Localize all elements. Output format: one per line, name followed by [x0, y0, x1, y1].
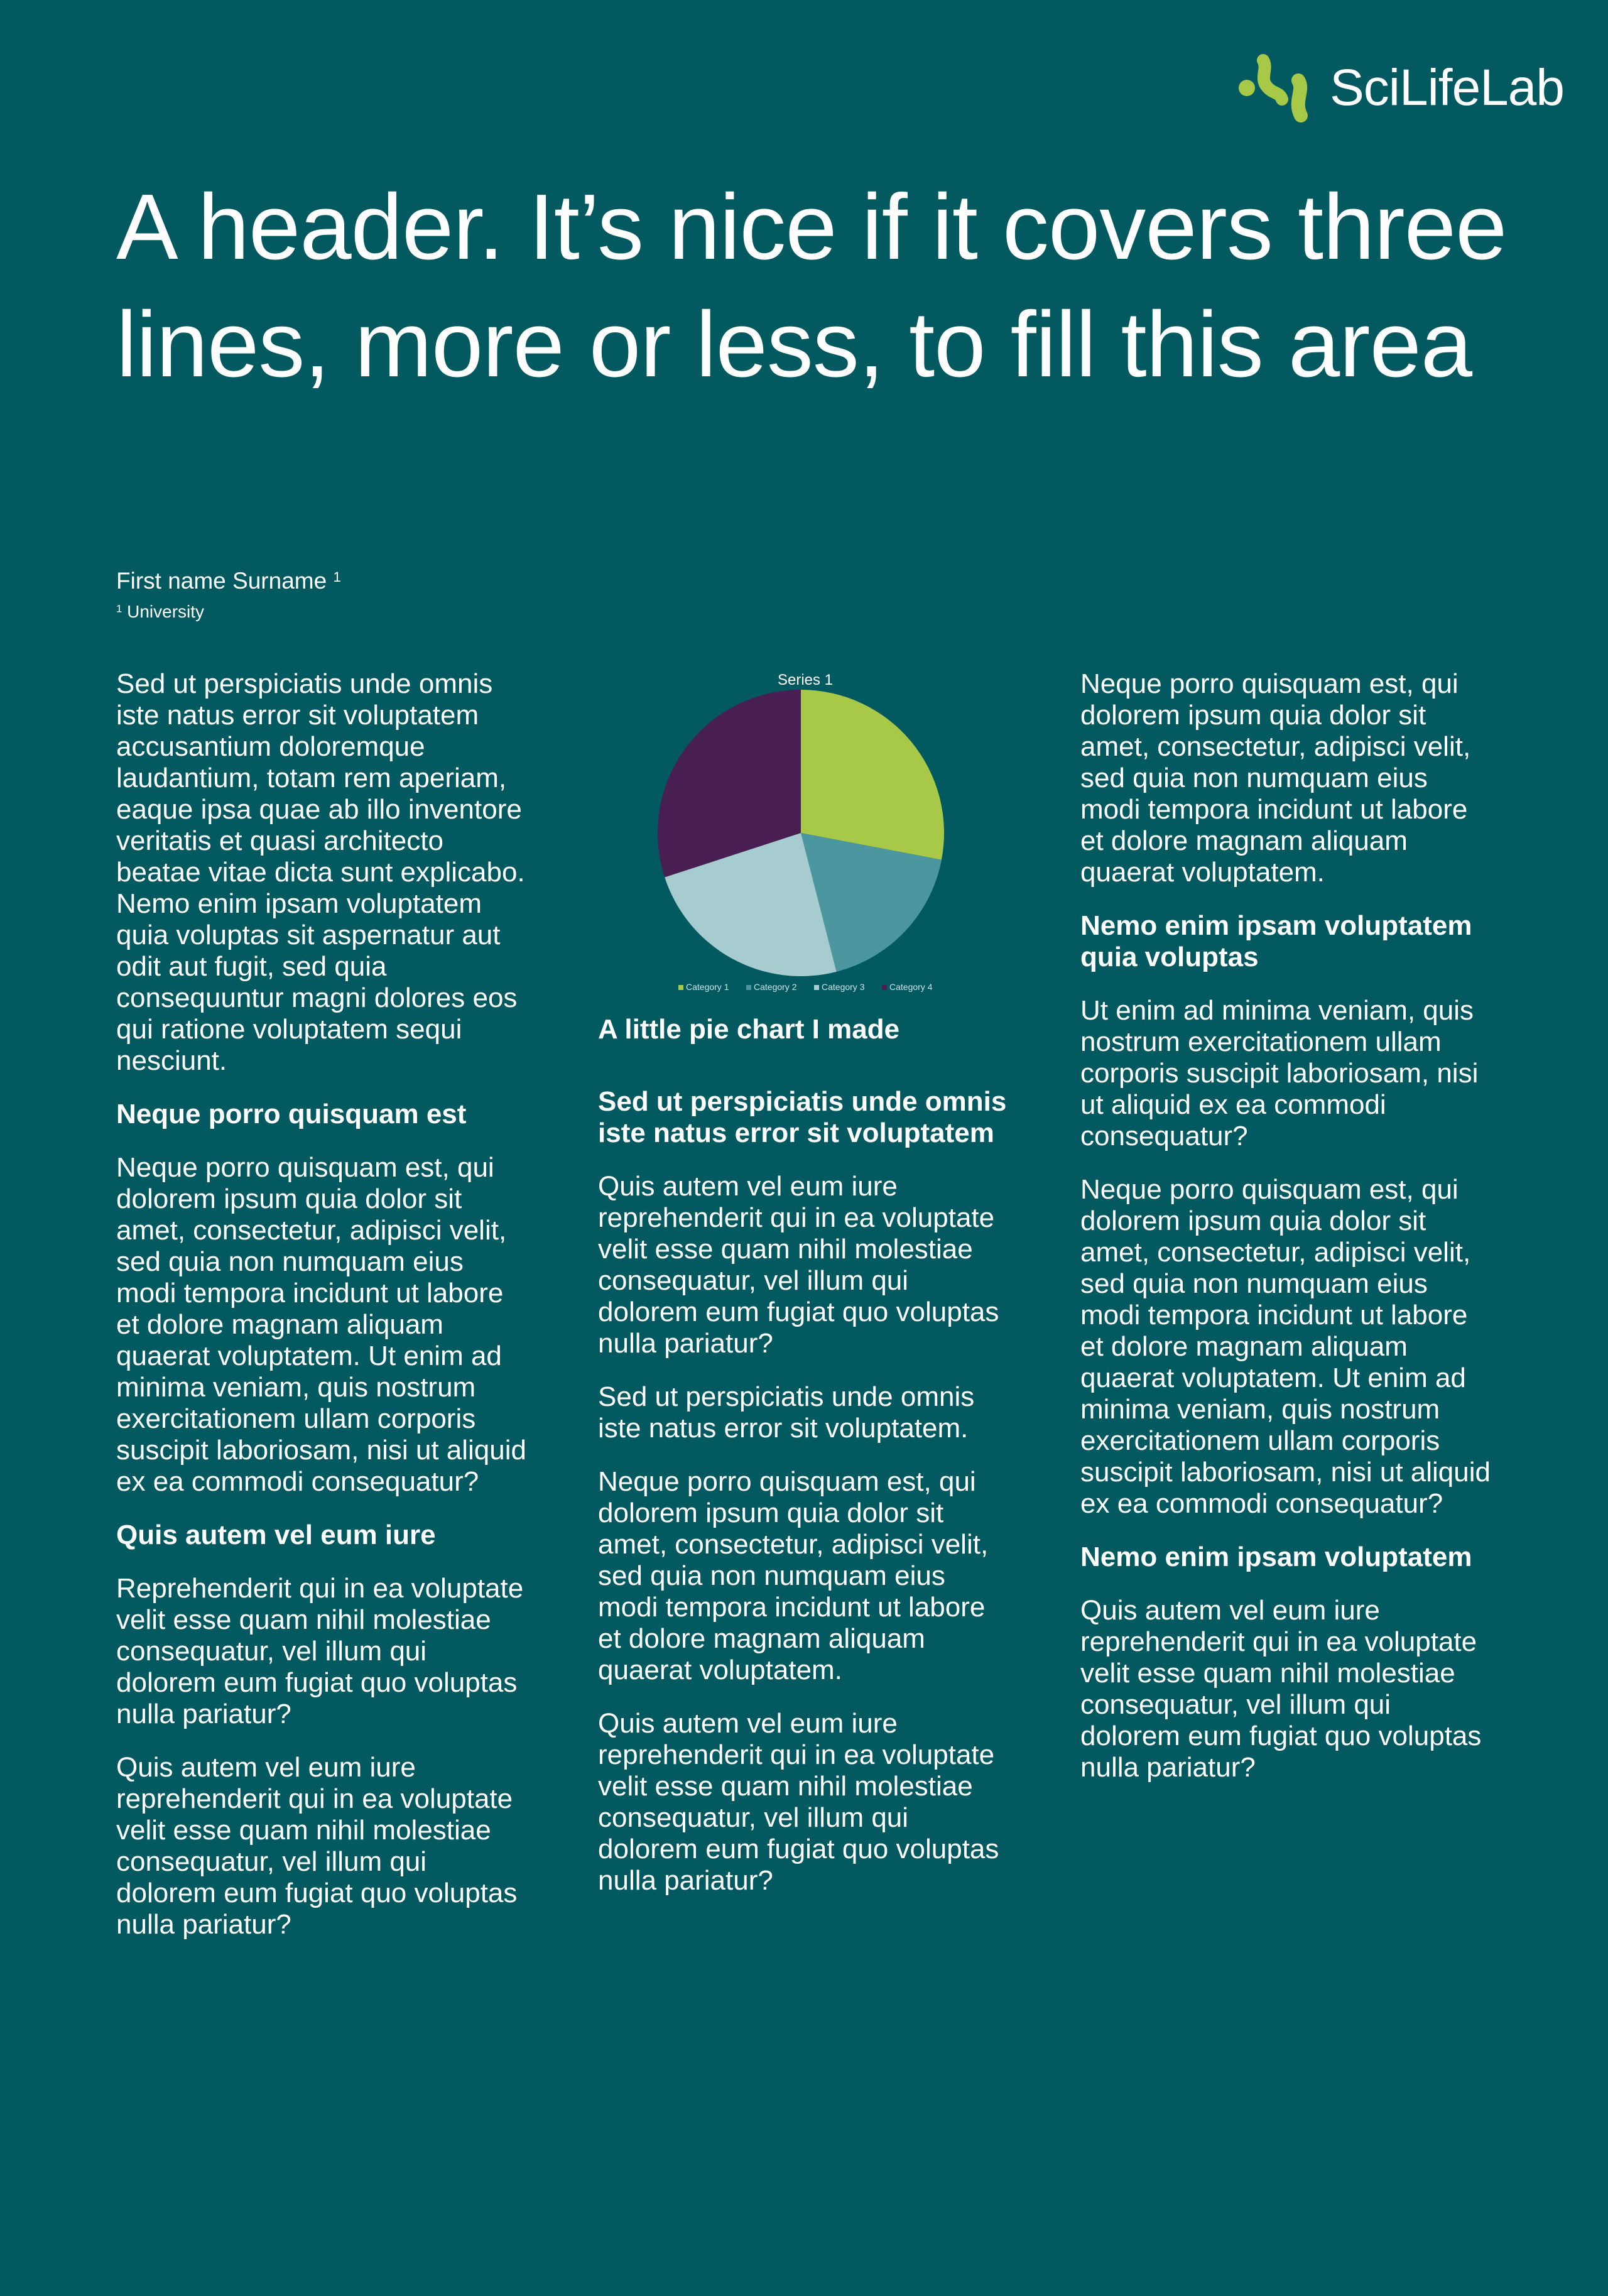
legend-label-2: Category 2	[754, 982, 797, 992]
body-paragraph: Quis autem vel eum iure reprehenderit qui in ea voluptate velit esse quam nihil molestiae consequatur, vel illum qui dolorem eum fugiat quo voluptas nulla pariatur?	[116, 1752, 518, 1940]
pie-chart-figure	[598, 668, 1013, 1045]
legend-swatch-2	[746, 985, 751, 990]
section-heading: Sed ut perspiciatis unde omnis iste natus error sit voluptatem	[598, 1086, 1007, 1148]
body-paragraph: Quis autem vel eum iure reprehenderit qui in ea voluptate velit esse quam nihil molestiae consequatur, vel illum qui dolorem eum fugiat quo voluptas nulla pariatur?	[598, 1171, 999, 1359]
body-paragraph: Neque porro quisquam est, qui dolorem ipsum quia dolor sit amet, consectetur, adipisci velit, sed quia non numquam eius modi tempora incidunt ut labore et dolore magnam aliquam quaerat voluptatem.	[1080, 668, 1471, 888]
legend-label-4: Category 4	[889, 982, 933, 992]
scilifelab-logo-icon	[1238, 50, 1318, 126]
body-paragraph: Reprehenderit qui in ea voluptate velit esse quam nihil molestiae consequatur, vel illum qui dolorem eum fugiat quo voluptas nulla pariatur?	[116, 1573, 524, 1729]
pie-slice-1	[801, 690, 944, 860]
chart-caption: A little pie chart I made	[598, 1014, 900, 1045]
body-paragraph: Sed ut perspiciatis unde omnis iste natus error sit voluptatem accusantium doloremque laudantium, totam rem aperiam, eaque ipsa quae ab illo inventore veritatis et quasi architecto beatae vitae dicta sunt explicabo. Nemo enim ipsam voluptatem quia voluptas sit aspernatur aut odit aut fugit, sed quia consequuntur magni dolores eos qui ratione voluptatem sequi nesciunt.	[116, 668, 525, 1076]
author-name: First name Surname	[116, 568, 327, 594]
column-right	[1080, 668, 1495, 1805]
legend-label-3: Category 3	[822, 982, 865, 992]
body-paragraph: Quis autem vel eum iure reprehenderit qui in ea voluptate velit esse quam nihil molestiae consequatur, vel illum qui dolorem eum fugiat quo voluptas nulla pariatur?	[598, 1708, 999, 1896]
affiliation-line	[116, 602, 204, 622]
body-paragraph: Ut enim ad minima veniam, quis nostrum exercitationem ullam corporis suscipit laboriosam, nisi ut aliquid ex ea commodi consequatur?	[1080, 995, 1479, 1151]
section-heading: Quis autem vel eum iure	[116, 1520, 436, 1550]
author-affiliation-mark: 1	[333, 569, 341, 585]
body-paragraph: Neque porro quisquam est, qui dolorem ipsum quia dolor sit amet, consectetur, adipisci velit, sed quia non numquam eius modi tempora incidunt ut labore et dolore magnam aliquam quaerat voluptatem. Ut enim ad minima veniam, quis nostrum exercitationem ullam corporis suscipit laboriosam, nisi ut aliquid ex ea commodi consequatur?	[116, 1152, 526, 1497]
legend-swatch-1	[678, 985, 683, 990]
section-heading: Neque porro quisquam est	[116, 1099, 467, 1129]
legend-swatch-4	[882, 985, 887, 990]
legend-swatch-3	[814, 985, 819, 990]
pie-chart	[598, 668, 1013, 1014]
body-paragraph: Sed ut perspiciatis unde omnis iste natus error sit voluptatem.	[598, 1381, 975, 1444]
affiliation-name: University	[127, 602, 205, 621]
chart-title: Series 1	[777, 672, 834, 688]
author-line	[116, 568, 341, 594]
column-middle	[598, 668, 1013, 1918]
body-paragraph: Quis autem vel eum iure reprehenderit qui in ea voluptate velit esse quam nihil molestiae consequatur, vel illum qui dolorem eum fugiat quo voluptas nulla pariatur?	[1080, 1595, 1482, 1783]
body-paragraph: Neque porro quisquam est, qui dolorem ipsum quia dolor sit amet, consectetur, adipisci velit, sed quia non numquam eius modi tempora incidunt ut labore et dolore magnam aliquam quaerat voluptatem.	[598, 1466, 989, 1685]
body-paragraph: Neque porro quisquam est, qui dolorem ipsum quia dolor sit amet, consectetur, adipisci velit, sed quia non numquam eius modi tempora incidunt ut labore et dolore magnam aliquam quaerat voluptatem. Ut enim ad minima veniam, quis nostrum exercitationem ullam corporis suscipit laboriosam, nisi ut aliquid ex ea commodi consequatur?	[1080, 1174, 1491, 1519]
logo-wordmark: SciLifeLab	[1330, 59, 1564, 116]
legend-label-1: Category 1	[686, 982, 729, 992]
affiliation-mark: 1	[116, 602, 122, 615]
scilifelab-logo	[1238, 50, 1564, 126]
page-title: A header. It’s nice if it covers three lines, more or less, to fill this area	[116, 175, 1507, 396]
section-heading: Nemo enim ipsam voluptatem quia voluptas	[1080, 910, 1472, 972]
column-left	[116, 668, 531, 1962]
section-heading: Nemo enim ipsam voluptatem	[1080, 1542, 1472, 1572]
